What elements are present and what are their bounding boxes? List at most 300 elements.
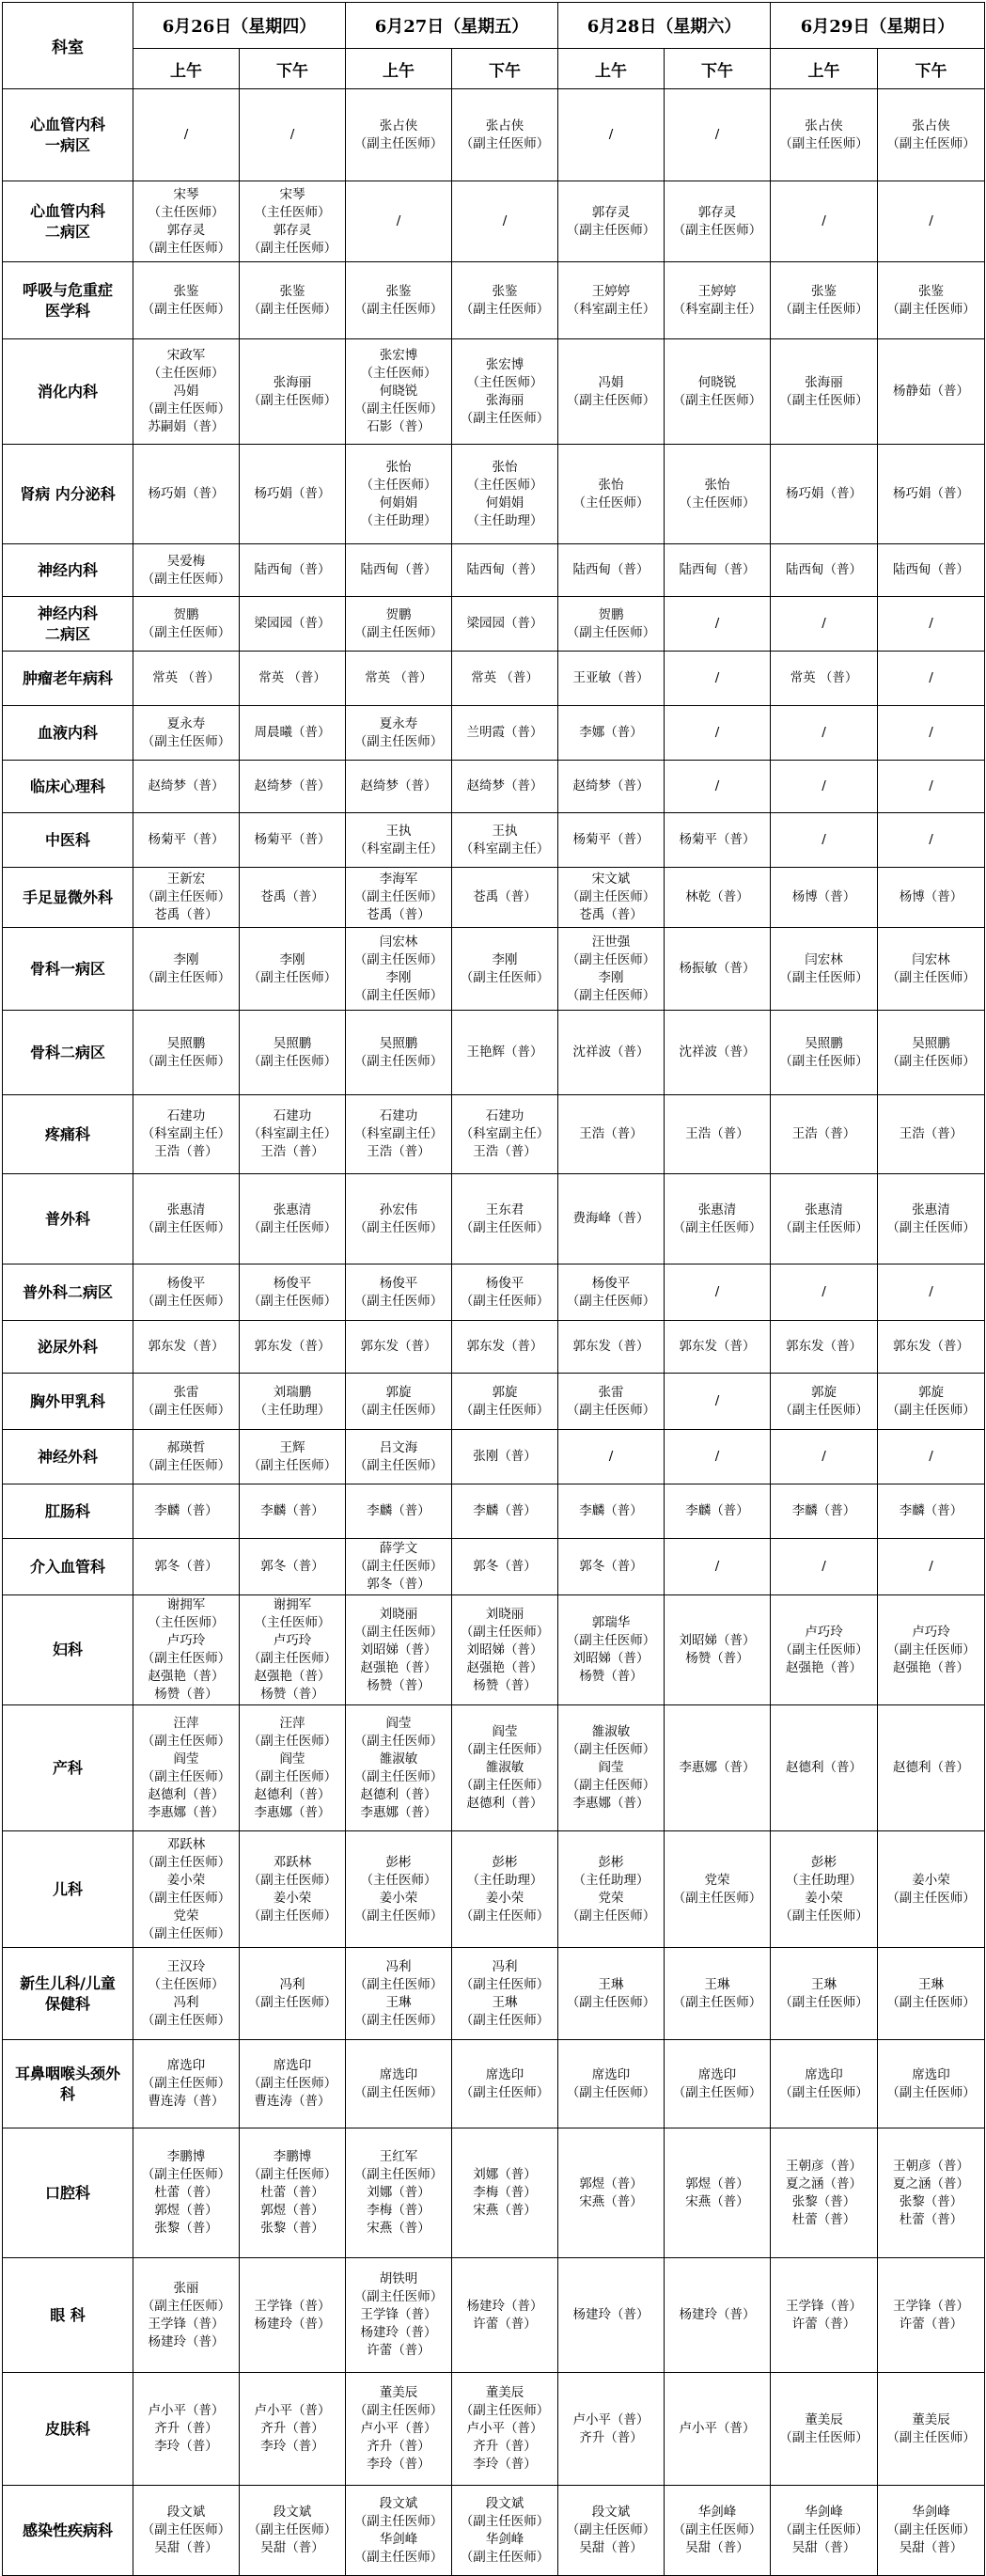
pm-doctor-cell: 杨振敏（普）: [665, 928, 771, 1011]
pm-doctor-cell: 周晨曦（普）: [240, 706, 346, 761]
pm-doctor-cell: 王东君 （副主任医师）: [452, 1174, 558, 1264]
pm-doctor-cell: 张怡 （主任医师）: [665, 445, 771, 544]
pm-doctor-cell: 董美辰 （副主任医师）: [878, 2373, 985, 2486]
am-doctor-cell: 杨博（普）: [771, 868, 878, 928]
pm-header: 下午: [665, 49, 771, 89]
pm-doctor-cell: /: [665, 1539, 771, 1595]
am-doctor-cell: /: [771, 181, 878, 262]
am-doctor-cell: 李刚 （副主任医师）: [133, 928, 240, 1011]
am-doctor-cell: 雒淑敏 （副主任医师） 阎莹 （副主任医师） 李惠娜（普）: [558, 1705, 665, 1831]
pm-doctor-cell: 李麟（普）: [665, 1484, 771, 1539]
am-doctor-cell: 张占侠 （副主任医师）: [771, 89, 878, 181]
pm-doctor-cell: 王执 （科室副主任）: [452, 813, 558, 868]
pm-header: 下午: [240, 49, 346, 89]
pm-doctor-cell: 石建功 （科室副主任） 王浩（普）: [452, 1095, 558, 1174]
pm-doctor-cell: 阎莹 （副主任医师） 雒淑敏 （副主任医师） 赵德利（普）: [452, 1705, 558, 1831]
am-doctor-cell: 郭旋 （副主任医师）: [771, 1374, 878, 1430]
pm-doctor-cell: 卢小平（普） 齐升（普） 李玲（普）: [240, 2373, 346, 2486]
am-doctor-cell: 闫宏林 （副主任医师）: [771, 928, 878, 1011]
duty-schedule-table: [2, 2, 985, 2576]
pm-doctor-cell: /: [878, 761, 985, 813]
am-doctor-cell: 杨俊平 （副主任医师）: [346, 1264, 452, 1321]
department-name: 感染性疾病科: [3, 2486, 133, 2576]
table-row: [3, 2040, 985, 2128]
department-name: 口腔科: [3, 2128, 133, 2258]
am-doctor-cell: 李麟（普）: [346, 1484, 452, 1539]
table-row: [3, 1705, 985, 1831]
am-doctor-cell: 薛学文 （副主任医师） 郭冬（普）: [346, 1539, 452, 1595]
pm-doctor-cell: 华剑峰 （副主任医师） 吴甜（普）: [878, 2486, 985, 2576]
pm-doctor-cell: 刘娜（普） 李梅（普） 宋燕（普）: [452, 2128, 558, 2258]
department-name: 新生儿科/儿童 保健科: [3, 1948, 133, 2040]
am-doctor-cell: /: [771, 1539, 878, 1595]
am-doctor-cell: /: [558, 1430, 665, 1484]
am-doctor-cell: 李麟（普）: [771, 1484, 878, 1539]
pm-doctor-cell: 郭旋 （副主任医师）: [452, 1374, 558, 1430]
pm-doctor-cell: /: [878, 1264, 985, 1321]
am-doctor-cell: 李娜（普）: [558, 706, 665, 761]
pm-doctor-cell: /: [878, 1539, 985, 1595]
pm-doctor-cell: 姜小荣 （副主任医师）: [878, 1831, 985, 1948]
am-header: 上午: [133, 49, 240, 89]
pm-doctor-cell: 李鹏博 （副主任医师） 杜蕾（普） 郭煜（普） 张黎（普）: [240, 2128, 346, 2258]
pm-doctor-cell: 李惠娜（普）: [665, 1705, 771, 1831]
pm-doctor-cell: 段文斌 （副主任医师） 华剑峰 （副主任医师）: [452, 2486, 558, 2576]
am-doctor-cell: 张丽 （副主任医师） 王学锋（普） 杨建玲（普）: [133, 2258, 240, 2373]
table-row: [3, 89, 985, 181]
pm-doctor-cell: 梁园园（普）: [452, 597, 558, 652]
department-name: 心血管内科 一病区: [3, 89, 133, 181]
pm-doctor-cell: /: [665, 89, 771, 181]
am-doctor-cell: 杨菊平（普）: [558, 813, 665, 868]
am-doctor-cell: 杨菊平（普）: [133, 813, 240, 868]
am-doctor-cell: 王学锋（普） 许蕾（普）: [771, 2258, 878, 2373]
am-doctor-cell: 张鉴 （副主任医师）: [346, 262, 452, 339]
pm-doctor-cell: 李麟（普）: [878, 1484, 985, 1539]
pm-doctor-cell: 李麟（普）: [452, 1484, 558, 1539]
am-doctor-cell: 张宏博 （主任医师） 何晓锐 （副主任医师） 石影（普）: [346, 339, 452, 445]
pm-doctor-cell: 杨博（普）: [878, 868, 985, 928]
pm-doctor-cell: 梁园园（普）: [240, 597, 346, 652]
am-doctor-cell: 张惠清 （副主任医师）: [771, 1174, 878, 1264]
am-doctor-cell: 段文斌 （副主任医师） 华剑峰 （副主任医师）: [346, 2486, 452, 2576]
pm-doctor-cell: 张占侠 （副主任医师）: [452, 89, 558, 181]
department-name: 普外科二病区: [3, 1264, 133, 1321]
am-doctor-cell: 赵德利（普）: [771, 1705, 878, 1831]
pm-doctor-cell: 王辉 （副主任医师）: [240, 1430, 346, 1484]
table-row: [3, 1831, 985, 1948]
pm-doctor-cell: 张鉴 （副主任医师）: [240, 262, 346, 339]
am-doctor-cell: 郭冬（普）: [133, 1539, 240, 1595]
pm-doctor-cell: 席选印 （副主任医师）: [665, 2040, 771, 2128]
table-row: [3, 1595, 985, 1705]
table-row: [3, 2373, 985, 2486]
pm-doctor-cell: 兰明霞（普）: [452, 706, 558, 761]
am-doctor-cell: 贺鹏 （副主任医师）: [133, 597, 240, 652]
am-doctor-cell: 邓跃林 （副主任医师） 姜小荣 （副主任医师） 党荣 （副主任医师）: [133, 1831, 240, 1948]
pm-doctor-cell: 王学锋（普） 杨建玲（普）: [240, 2258, 346, 2373]
table-row: [3, 761, 985, 813]
pm-header: 下午: [878, 49, 985, 89]
pm-doctor-cell: 张海丽 （副主任医师）: [240, 339, 346, 445]
am-doctor-cell: 赵绮梦（普）: [346, 761, 452, 813]
pm-doctor-cell: 刘瑞鹏 （主任助理）: [240, 1374, 346, 1430]
am-doctor-cell: 胡铁明 （副主任医师） 王学锋（普） 杨建玲（普） 许蕾（普）: [346, 2258, 452, 2373]
am-doctor-cell: 贺鹏 （副主任医师）: [346, 597, 452, 652]
am-doctor-cell: 张雷 （副主任医师）: [133, 1374, 240, 1430]
pm-doctor-cell: 郭冬（普）: [452, 1539, 558, 1595]
department-name: 胸外甲乳科: [3, 1374, 133, 1430]
pm-doctor-cell: 何晓锐 （副主任医师）: [665, 339, 771, 445]
pm-doctor-cell: 苍禹（普）: [452, 868, 558, 928]
pm-doctor-cell: 陆西甸（普）: [452, 544, 558, 597]
pm-doctor-cell: 刘昭娣（普） 杨赞（普）: [665, 1595, 771, 1705]
table-row: [3, 1095, 985, 1174]
department-name: 骨科一病区: [3, 928, 133, 1011]
am-doctor-cell: 席选印 （副主任医师）: [771, 2040, 878, 2128]
am-doctor-cell: 董美辰 （副主任医师） 卢小平（普） 齐升（普） 李玲（普）: [346, 2373, 452, 2486]
table-row: [3, 597, 985, 652]
pm-doctor-cell: 邓跃林 （副主任医师） 姜小荣 （副主任医师）: [240, 1831, 346, 1948]
am-doctor-cell: /: [346, 181, 452, 262]
pm-doctor-cell: /: [665, 597, 771, 652]
department-name: 消化内科: [3, 339, 133, 445]
am-doctor-cell: 王红军 （副主任医师） 刘娜（普） 李梅（普） 宋燕（普）: [346, 2128, 452, 2258]
pm-doctor-cell: 杨菊平（普）: [240, 813, 346, 868]
pm-doctor-cell: 王琳 （副主任医师）: [878, 1948, 985, 2040]
pm-doctor-cell: 苍禹（普）: [240, 868, 346, 928]
pm-doctor-cell: /: [665, 1374, 771, 1430]
am-doctor-cell: 张惠清 （副主任医师）: [133, 1174, 240, 1264]
date-header: 6月27日（星期五）: [346, 3, 558, 49]
am-doctor-cell: 李海军 （副主任医师） 苍禹（普）: [346, 868, 452, 928]
am-doctor-cell: 沈祥波（普）: [558, 1011, 665, 1095]
am-doctor-cell: 杨俊平 （副主任医师）: [133, 1264, 240, 1321]
pm-doctor-cell: 张惠清 （副主任医师）: [878, 1174, 985, 1264]
pm-doctor-cell: 刘晓丽 （副主任医师） 刘昭娣（普） 赵强艳（普） 杨赞（普）: [452, 1595, 558, 1705]
pm-doctor-cell: 张刚（普）: [452, 1430, 558, 1484]
department-name: 皮肤科: [3, 2373, 133, 2486]
am-doctor-cell: 张鉴 （副主任医师）: [133, 262, 240, 339]
am-doctor-cell: 宋文斌 （副主任医师） 苍禹（普）: [558, 868, 665, 928]
am-doctor-cell: 郭东发（普）: [133, 1321, 240, 1374]
am-doctor-cell: 张海丽 （副主任医师）: [771, 339, 878, 445]
pm-doctor-cell: 杨建玲（普）: [665, 2258, 771, 2373]
am-doctor-cell: 张怡 （主任医师） 何娟娟 （主任助理）: [346, 445, 452, 544]
pm-doctor-cell: /: [878, 1430, 985, 1484]
department-name: 神经外科: [3, 1430, 133, 1484]
am-doctor-cell: 常英 （普）: [133, 652, 240, 706]
am-doctor-cell: 彭彬 （主任助理） 党荣 （副主任医师）: [558, 1831, 665, 1948]
am-doctor-cell: 贺鹏 （副主任医师）: [558, 597, 665, 652]
am-doctor-cell: 李麟（普）: [558, 1484, 665, 1539]
am-doctor-cell: 段文斌 （副主任医师） 吴甜（普）: [133, 2486, 240, 2576]
am-doctor-cell: /: [771, 706, 878, 761]
pm-doctor-cell: 彭彬 （主任助理） 姜小荣 （副主任医师）: [452, 1831, 558, 1948]
am-doctor-cell: 常英 （普）: [346, 652, 452, 706]
pm-doctor-cell: /: [878, 597, 985, 652]
am-doctor-cell: 杨巧娟（普）: [771, 445, 878, 544]
table-row: [3, 1430, 985, 1484]
department-name: 儿科: [3, 1831, 133, 1948]
am-doctor-cell: 张鉴 （副主任医师）: [771, 262, 878, 339]
pm-doctor-cell: 常英 （普）: [240, 652, 346, 706]
am-doctor-cell: 王浩（普）: [558, 1095, 665, 1174]
pm-doctor-cell: /: [878, 181, 985, 262]
pm-doctor-cell: 郭存灵 （副主任医师）: [665, 181, 771, 262]
pm-doctor-cell: /: [878, 813, 985, 868]
am-doctor-cell: 王浩（普）: [771, 1095, 878, 1174]
pm-doctor-cell: 杨巧娟（普）: [878, 445, 985, 544]
pm-doctor-cell: /: [665, 652, 771, 706]
table-row: [3, 1321, 985, 1374]
am-doctor-cell: 杨俊平 （副主任医师）: [558, 1264, 665, 1321]
pm-doctor-cell: /: [878, 652, 985, 706]
pm-doctor-cell: 席选印 （副主任医师）: [878, 2040, 985, 2128]
am-doctor-cell: 王朝彦（普） 夏之涵（普） 张黎（普） 杜蕾（普）: [771, 2128, 878, 2258]
pm-doctor-cell: 郭东发（普）: [878, 1321, 985, 1374]
pm-doctor-cell: 郭东发（普）: [240, 1321, 346, 1374]
am-doctor-cell: 郭瑞华 （副主任医师） 刘昭娣（普） 杨赞（普）: [558, 1595, 665, 1705]
pm-doctor-cell: 董美辰 （副主任医师） 卢小平（普） 齐升（普） 李玲（普）: [452, 2373, 558, 2486]
am-doctor-cell: 冯利 （副主任医师） 王琳 （副主任医师）: [346, 1948, 452, 2040]
dept-column-header: 科室: [3, 3, 133, 89]
pm-doctor-cell: 冯利 （副主任医师）: [240, 1948, 346, 2040]
pm-doctor-cell: 席选印 （副主任医师）: [452, 2040, 558, 2128]
pm-doctor-cell: 李麟（普）: [240, 1484, 346, 1539]
table-row: [3, 339, 985, 445]
am-doctor-cell: 赵绮梦（普）: [133, 761, 240, 813]
am-doctor-cell: 汪萍 （副主任医师） 阎莹 （副主任医师） 赵德利（普） 李惠娜（普）: [133, 1705, 240, 1831]
pm-doctor-cell: /: [878, 706, 985, 761]
am-doctor-cell: 孙宏伟 （副主任医师）: [346, 1174, 452, 1264]
am-doctor-cell: /: [771, 813, 878, 868]
date-header: 6月26日（星期四）: [133, 3, 346, 49]
am-doctor-cell: 杨建玲（普）: [558, 2258, 665, 2373]
am-doctor-cell: 费海峰（普）: [558, 1174, 665, 1264]
am-doctor-cell: 李麟（普）: [133, 1484, 240, 1539]
am-doctor-cell: 郭东发（普）: [558, 1321, 665, 1374]
table-row: [3, 445, 985, 544]
am-doctor-cell: 郭冬（普）: [558, 1539, 665, 1595]
pm-doctor-cell: 汪萍 （副主任医师） 阎莹 （副主任医师） 赵德利（普） 李惠娜（普）: [240, 1705, 346, 1831]
pm-doctor-cell: 杨俊平 （副主任医师）: [452, 1264, 558, 1321]
am-doctor-cell: 卢小平（普） 齐升（普） 李玲（普）: [133, 2373, 240, 2486]
pm-doctor-cell: 王琳 （副主任医师）: [665, 1948, 771, 2040]
pm-doctor-cell: 杨建玲（普） 许蕾（普）: [452, 2258, 558, 2373]
pm-doctor-cell: 赵绮梦（普）: [240, 761, 346, 813]
pm-doctor-cell: 郭旋 （副主任医师）: [878, 1374, 985, 1430]
am-doctor-cell: 杨巧娟（普）: [133, 445, 240, 544]
am-doctor-cell: 王新宏 （副主任医师） 苍禹（普）: [133, 868, 240, 928]
table-row: [3, 1011, 985, 1095]
table-row: [3, 1948, 985, 2040]
am-doctor-cell: /: [133, 89, 240, 181]
pm-doctor-cell: 杨菊平（普）: [665, 813, 771, 868]
am-doctor-cell: 席选印 （副主任医师）: [346, 2040, 452, 2128]
am-doctor-cell: 王琳 （副主任医师）: [558, 1948, 665, 2040]
department-name: 心血管内科 二病区: [3, 181, 133, 262]
table-row: [3, 544, 985, 597]
am-doctor-cell: 阎莹 （副主任医师） 雒淑敏 （副主任医师） 赵德利（普） 李惠娜（普）: [346, 1705, 452, 1831]
pm-doctor-cell: 林乾（普）: [665, 868, 771, 928]
am-doctor-cell: /: [771, 1430, 878, 1484]
table-row: [3, 2258, 985, 2373]
am-doctor-cell: 席选印 （副主任医师） 曹连涛（普）: [133, 2040, 240, 2128]
pm-doctor-cell: 华剑峰 （副主任医师） 吴甜（普）: [665, 2486, 771, 2576]
table-row: [3, 813, 985, 868]
pm-doctor-cell: 陆西甸（普）: [665, 544, 771, 597]
table-row: [3, 1374, 985, 1430]
am-doctor-cell: 石建功 （科室副主任） 王浩（普）: [346, 1095, 452, 1174]
pm-doctor-cell: 杨巧娟（普）: [240, 445, 346, 544]
table-row: [3, 1174, 985, 1264]
department-name: 手足显微外科: [3, 868, 133, 928]
am-doctor-cell: 郭存灵 （副主任医师）: [558, 181, 665, 262]
pm-doctor-cell: 段文斌 （副主任医师） 吴甜（普）: [240, 2486, 346, 2576]
am-doctor-cell: 张怡 （主任医师）: [558, 445, 665, 544]
am-doctor-cell: /: [771, 761, 878, 813]
department-name: 普外科: [3, 1174, 133, 1264]
am-doctor-cell: 常英 （普）: [771, 652, 878, 706]
am-doctor-cell: 宋琴 （主任医师） 郭存灵 （副主任医师）: [133, 181, 240, 262]
pm-doctor-cell: 党荣 （副主任医师）: [665, 1831, 771, 1948]
am-header: 上午: [771, 49, 878, 89]
pm-doctor-cell: 张鉴 （副主任医师）: [452, 262, 558, 339]
am-doctor-cell: 石建功 （科室副主任） 王浩（普）: [133, 1095, 240, 1174]
am-doctor-cell: 张雷 （副主任医师）: [558, 1374, 665, 1430]
department-name: 肿瘤老年病科: [3, 652, 133, 706]
am-doctor-cell: 陆西甸（普）: [346, 544, 452, 597]
am-doctor-cell: 王亚敏（普）: [558, 652, 665, 706]
pm-doctor-cell: 王浩（普）: [665, 1095, 771, 1174]
department-name: 眼 科: [3, 2258, 133, 2373]
am-doctor-cell: 吴照鹏 （副主任医师）: [771, 1011, 878, 1095]
pm-doctor-cell: 王朝彦（普） 夏之涵（普） 张黎（普） 杜蕾（普）: [878, 2128, 985, 2258]
table-row: [3, 706, 985, 761]
department-name: 耳鼻咽喉头颈外 科: [3, 2040, 133, 2128]
table-row: [3, 1264, 985, 1321]
department-name: 中医科: [3, 813, 133, 868]
am-header: 上午: [558, 49, 665, 89]
pm-doctor-cell: 赵德利（普）: [878, 1705, 985, 1831]
table-row: [3, 928, 985, 1011]
am-doctor-cell: 郭东发（普）: [771, 1321, 878, 1374]
department-name: 介入血管科: [3, 1539, 133, 1595]
pm-doctor-cell: 席选印 （副主任医师） 曹连涛（普）: [240, 2040, 346, 2128]
pm-doctor-cell: 李刚 （副主任医师）: [452, 928, 558, 1011]
table-row: [3, 2486, 985, 2576]
am-doctor-cell: 张占侠 （副主任医师）: [346, 89, 452, 181]
table-header: [3, 3, 985, 89]
am-header: 上午: [346, 49, 452, 89]
pm-doctor-cell: 郭冬（普）: [240, 1539, 346, 1595]
pm-doctor-cell: 郭东发（普）: [665, 1321, 771, 1374]
table-row: [3, 262, 985, 339]
pm-doctor-cell: 石建功 （科室副主任） 王浩（普）: [240, 1095, 346, 1174]
pm-doctor-cell: 常英 （普）: [452, 652, 558, 706]
pm-doctor-cell: 赵绮梦（普）: [452, 761, 558, 813]
pm-header: 下午: [452, 49, 558, 89]
pm-doctor-cell: 卢小平（普）: [665, 2373, 771, 2486]
am-doctor-cell: 王汉玲 （主任医师） 冯利 （副主任医师）: [133, 1948, 240, 2040]
pm-doctor-cell: 王艳辉（普）: [452, 1011, 558, 1095]
am-doctor-cell: /: [771, 1264, 878, 1321]
pm-doctor-cell: 冯利 （副主任医师） 王琳 （副主任医师）: [452, 1948, 558, 2040]
table-row: [3, 1539, 985, 1595]
am-doctor-cell: 李鹏博 （副主任医师） 杜蕾（普） 郭煜（普） 张黎（普）: [133, 2128, 240, 2258]
pm-doctor-cell: 李刚 （副主任医师）: [240, 928, 346, 1011]
am-doctor-cell: /: [558, 89, 665, 181]
pm-doctor-cell: /: [665, 1430, 771, 1484]
am-doctor-cell: 郭东发（普）: [346, 1321, 452, 1374]
pm-doctor-cell: 张宏博 （主任医师） 张海丽 （副主任医师）: [452, 339, 558, 445]
pm-doctor-cell: 郭煜（普） 宋燕（普）: [665, 2128, 771, 2258]
am-doctor-cell: 郭煜（普） 宋燕（普）: [558, 2128, 665, 2258]
am-doctor-cell: 彭彬 （主任助理） 姜小荣 （副主任医师）: [771, 1831, 878, 1948]
department-name: 临床心理科: [3, 761, 133, 813]
pm-doctor-cell: 吴照鹏 （副主任医师）: [240, 1011, 346, 1095]
table-row: [3, 181, 985, 262]
pm-doctor-cell: /: [665, 1264, 771, 1321]
pm-doctor-cell: 陆西甸（普）: [240, 544, 346, 597]
am-doctor-cell: 谢拥军 （主任医师） 卢巧玲 （副主任医师） 赵强艳（普） 杨赞（普）: [133, 1595, 240, 1705]
am-doctor-cell: 王琳 （副主任医师）: [771, 1948, 878, 2040]
am-doctor-cell: 刘晓丽 （副主任医师） 刘昭娣（普） 赵强艳（普） 杨赞（普）: [346, 1595, 452, 1705]
am-doctor-cell: 闫宏林 （副主任医师） 李刚 （副主任医师）: [346, 928, 452, 1011]
am-doctor-cell: 王执 （科室副主任）: [346, 813, 452, 868]
department-name: 泌尿外科: [3, 1321, 133, 1374]
am-doctor-cell: 郝瑛哲 （副主任医师）: [133, 1430, 240, 1484]
pm-doctor-cell: 郭东发（普）: [452, 1321, 558, 1374]
am-doctor-cell: /: [771, 597, 878, 652]
pm-doctor-cell: 张惠清 （副主任医师）: [240, 1174, 346, 1264]
table-row: [3, 2128, 985, 2258]
table-row: [3, 652, 985, 706]
department-name: 肛肠科: [3, 1484, 133, 1539]
pm-doctor-cell: /: [240, 89, 346, 181]
am-doctor-cell: 冯娟 （副主任医师）: [558, 339, 665, 445]
am-doctor-cell: 吕文海 （副主任医师）: [346, 1430, 452, 1484]
pm-doctor-cell: 王浩（普）: [878, 1095, 985, 1174]
am-doctor-cell: 陆西甸（普）: [771, 544, 878, 597]
am-doctor-cell: 段文斌 （副主任医师） 吴甜（普）: [558, 2486, 665, 2576]
pm-doctor-cell: 陆西甸（普）: [878, 544, 985, 597]
pm-doctor-cell: 闫宏林 （副主任医师）: [878, 928, 985, 1011]
am-doctor-cell: 吴照鹏 （副主任医师）: [346, 1011, 452, 1095]
department-name: 神经内科 二病区: [3, 597, 133, 652]
department-name: 呼吸与危重症 医学科: [3, 262, 133, 339]
date-header: 6月29日（星期日）: [771, 3, 985, 49]
pm-doctor-cell: 张怡 （主任医师） 何娟娟 （主任助理）: [452, 445, 558, 544]
pm-doctor-cell: 王学锋（普） 许蕾（普）: [878, 2258, 985, 2373]
department-name: 妇科: [3, 1595, 133, 1705]
am-doctor-cell: 宋政军 （主任医师） 冯娟 （副主任医师） 苏嗣娟（普）: [133, 339, 240, 445]
am-doctor-cell: 郭旋 （副主任医师）: [346, 1374, 452, 1430]
am-doctor-cell: 彭彬 （主任医师） 姜小荣 （副主任医师）: [346, 1831, 452, 1948]
department-name: 血液内科: [3, 706, 133, 761]
department-name: 神经内科: [3, 544, 133, 597]
am-doctor-cell: 席选印 （副主任医师）: [558, 2040, 665, 2128]
am-doctor-cell: 卢巧玲 （副主任医师） 赵强艳（普）: [771, 1595, 878, 1705]
pm-doctor-cell: 沈祥波（普）: [665, 1011, 771, 1095]
department-name: 产科: [3, 1705, 133, 1831]
pm-doctor-cell: 杨静茹（普）: [878, 339, 985, 445]
am-doctor-cell: 赵绮梦（普）: [558, 761, 665, 813]
pm-doctor-cell: 张占侠 （副主任医师）: [878, 89, 985, 181]
table-row: [3, 868, 985, 928]
pm-doctor-cell: 张鉴 （副主任医师）: [878, 262, 985, 339]
